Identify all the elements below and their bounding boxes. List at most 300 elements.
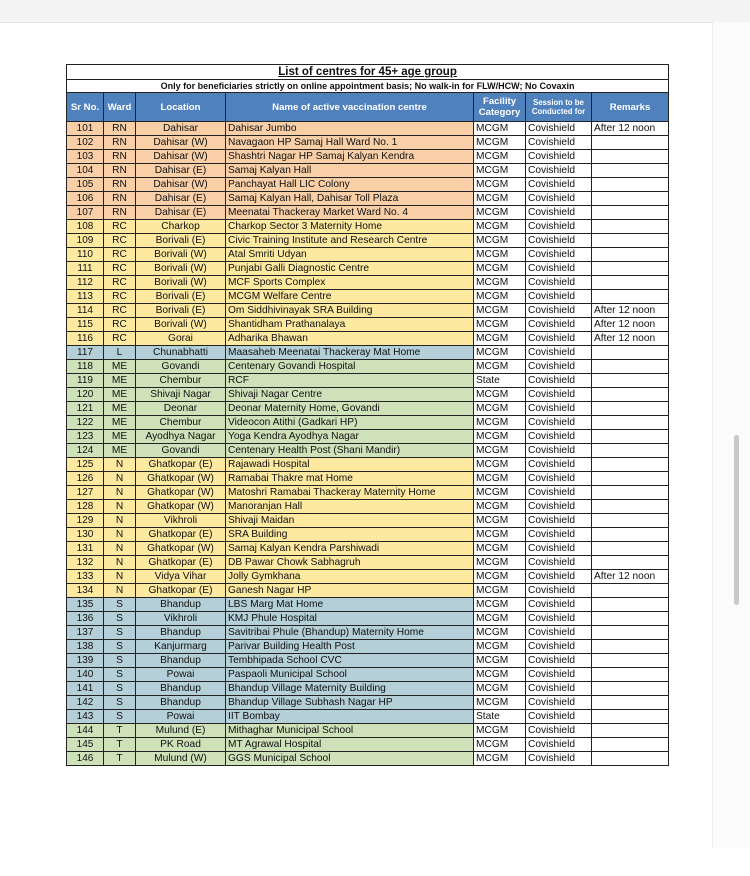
facility-cell: MCGM	[474, 220, 526, 234]
remarks-cell	[592, 178, 669, 192]
session-cell: Covishield	[526, 444, 592, 458]
table-row	[67, 234, 669, 248]
sr-no-cell: 102	[67, 136, 104, 150]
ward-cell: N	[104, 528, 136, 542]
ward-cell: RN	[104, 150, 136, 164]
location-cell: Govandi	[136, 360, 226, 374]
centre-name-cell: Centenary Health Post (Shani Mandir)	[226, 444, 474, 458]
ward-cell: RC	[104, 220, 136, 234]
table-row	[67, 710, 669, 724]
centre-name-cell: Rajawadi Hospital	[226, 458, 474, 472]
ward-cell: RN	[104, 206, 136, 220]
table-row	[67, 738, 669, 752]
session-cell: Covishield	[526, 486, 592, 500]
centre-name-cell: Samaj Kalyan Hall, Dahisar Toll Plaza	[226, 192, 474, 206]
remarks-cell	[592, 682, 669, 696]
remarks-cell	[592, 528, 669, 542]
facility-cell: MCGM	[474, 164, 526, 178]
ward-cell: S	[104, 682, 136, 696]
location-cell: Dahisar (E)	[136, 192, 226, 206]
remarks-cell	[592, 164, 669, 178]
remarks-cell	[592, 234, 669, 248]
ward-cell: T	[104, 738, 136, 752]
session-cell: Covishield	[526, 332, 592, 346]
sr-no-cell: 105	[67, 178, 104, 192]
remarks-cell	[592, 206, 669, 220]
ward-cell: ME	[104, 388, 136, 402]
remarks-cell	[592, 220, 669, 234]
remarks-cell	[592, 500, 669, 514]
remarks-cell	[592, 458, 669, 472]
sr-no-cell: 111	[67, 262, 104, 276]
header-centre-name: Name of active vaccination centre	[226, 93, 474, 122]
facility-cell: MCGM	[474, 640, 526, 654]
sr-no-cell: 126	[67, 472, 104, 486]
sr-no-cell: 120	[67, 388, 104, 402]
remarks-cell	[592, 360, 669, 374]
location-cell: Borivali (W)	[136, 276, 226, 290]
ward-cell: N	[104, 472, 136, 486]
table-row	[67, 668, 669, 682]
location-cell: Gorai	[136, 332, 226, 346]
location-cell: Vidya Vihar	[136, 570, 226, 584]
sr-no-cell: 124	[67, 444, 104, 458]
remarks-cell	[592, 192, 669, 206]
centres-table	[66, 64, 669, 766]
sr-no-cell: 141	[67, 682, 104, 696]
centre-name-cell: Charkop Sector 3 Maternity Home	[226, 220, 474, 234]
ward-cell: N	[104, 584, 136, 598]
ward-cell: ME	[104, 416, 136, 430]
remarks-cell	[592, 374, 669, 388]
table-row	[67, 528, 669, 542]
ward-cell: N	[104, 570, 136, 584]
centre-name-cell: DB Pawar Chowk Sabhagruh	[226, 556, 474, 570]
ward-cell: S	[104, 626, 136, 640]
ward-cell: S	[104, 696, 136, 710]
facility-cell: State	[474, 374, 526, 388]
table-row	[67, 514, 669, 528]
session-cell: Covishield	[526, 710, 592, 724]
table-row	[67, 164, 669, 178]
centre-name-cell: Shivaji Maidan	[226, 514, 474, 528]
location-cell: Dahisar (W)	[136, 150, 226, 164]
table-row	[67, 542, 669, 556]
sr-no-cell: 130	[67, 528, 104, 542]
location-cell: Bhandup	[136, 598, 226, 612]
table-row	[67, 612, 669, 626]
ward-cell: RC	[104, 318, 136, 332]
centre-name-cell: Manoranjan Hall	[226, 500, 474, 514]
session-cell: Covishield	[526, 276, 592, 290]
centre-name-cell: Jolly Gymkhana	[226, 570, 474, 584]
sr-no-cell: 107	[67, 206, 104, 220]
header-remarks: Remarks	[592, 93, 669, 122]
ward-cell: RC	[104, 290, 136, 304]
table-row	[67, 696, 669, 710]
location-cell: Deonar	[136, 402, 226, 416]
session-cell: Covishield	[526, 374, 592, 388]
table-row	[67, 724, 669, 738]
table-row	[67, 136, 669, 150]
table-title: List of centres for 45+ age group	[67, 65, 669, 80]
facility-cell: MCGM	[474, 696, 526, 710]
table-subtitle: Only for beneficiaries strictly on online appointment basis; No walk-in for FLW/HCW; No Covaxin	[67, 80, 669, 93]
facility-cell: MCGM	[474, 402, 526, 416]
remarks-cell	[592, 668, 669, 682]
sr-no-cell: 142	[67, 696, 104, 710]
centre-name-cell: Shivaji Nagar Centre	[226, 388, 474, 402]
ward-cell: T	[104, 752, 136, 766]
remarks-cell	[592, 612, 669, 626]
location-cell: Bhandup	[136, 682, 226, 696]
location-cell: Ghatkopar (W)	[136, 486, 226, 500]
session-cell: Covishield	[526, 612, 592, 626]
session-cell: Covishield	[526, 136, 592, 150]
facility-cell: MCGM	[474, 332, 526, 346]
header-session: Session to be Conducted for	[526, 93, 592, 122]
session-cell: Covishield	[526, 150, 592, 164]
header-facility-category: Facility Category	[474, 93, 526, 122]
remarks-cell	[592, 150, 669, 164]
facility-cell: MCGM	[474, 136, 526, 150]
session-cell: Covishield	[526, 514, 592, 528]
session-cell: Covishield	[526, 346, 592, 360]
header-sr-no: Sr No.	[67, 93, 104, 122]
facility-cell: MCGM	[474, 528, 526, 542]
centre-name-cell: Dahisar Jumbo	[226, 122, 474, 136]
sr-no-cell: 115	[67, 318, 104, 332]
ward-cell: N	[104, 556, 136, 570]
centre-name-cell: Parivar Building Health Post	[226, 640, 474, 654]
facility-cell: MCGM	[474, 668, 526, 682]
remarks-cell: After 12 noon	[592, 332, 669, 346]
remarks-cell	[592, 276, 669, 290]
ward-cell: RN	[104, 164, 136, 178]
sr-no-cell: 136	[67, 612, 104, 626]
centre-name-cell: Savitribai Phule (Bhandup) Maternity Home	[226, 626, 474, 640]
facility-cell: MCGM	[474, 262, 526, 276]
location-cell: Ghatkopar (E)	[136, 556, 226, 570]
facility-cell: MCGM	[474, 514, 526, 528]
remarks-cell	[592, 402, 669, 416]
ward-cell: RC	[104, 234, 136, 248]
session-cell: Covishield	[526, 164, 592, 178]
location-cell: Ghatkopar (W)	[136, 542, 226, 556]
ward-cell: RC	[104, 276, 136, 290]
centre-name-cell: Shashtri Nagar HP Samaj Kalyan Kendra	[226, 150, 474, 164]
ward-cell: RC	[104, 304, 136, 318]
session-cell: Covishield	[526, 248, 592, 262]
facility-cell: MCGM	[474, 626, 526, 640]
centre-name-cell: MT Agrawal Hospital	[226, 738, 474, 752]
sr-no-cell: 125	[67, 458, 104, 472]
sr-no-cell: 101	[67, 122, 104, 136]
header-location: Location	[136, 93, 226, 122]
session-cell: Covishield	[526, 528, 592, 542]
location-cell: Borivali (W)	[136, 318, 226, 332]
centre-name-cell: SRA Building	[226, 528, 474, 542]
location-cell: Ayodhya Nagar	[136, 430, 226, 444]
facility-cell: MCGM	[474, 598, 526, 612]
session-cell: Covishield	[526, 122, 592, 136]
table-row	[67, 262, 669, 276]
table-row	[67, 444, 669, 458]
ward-cell: RC	[104, 262, 136, 276]
table-row	[67, 472, 669, 486]
location-cell: Govandi	[136, 444, 226, 458]
centre-name-cell: Tembhipada School CVC	[226, 654, 474, 668]
ward-cell: S	[104, 654, 136, 668]
remarks-cell	[592, 584, 669, 598]
remarks-cell	[592, 430, 669, 444]
facility-cell: MCGM	[474, 290, 526, 304]
table-body	[67, 122, 669, 766]
session-cell: Covishield	[526, 388, 592, 402]
remarks-cell	[592, 542, 669, 556]
header-ward: Ward	[104, 93, 136, 122]
location-cell: Shivaji Nagar	[136, 388, 226, 402]
sr-no-cell: 103	[67, 150, 104, 164]
centre-name-cell: Punjabi Galli Diagnostic Centre	[226, 262, 474, 276]
centre-name-cell: Mithaghar Municipal School	[226, 724, 474, 738]
facility-cell: MCGM	[474, 752, 526, 766]
facility-cell: MCGM	[474, 584, 526, 598]
session-cell: Covishield	[526, 752, 592, 766]
session-cell: Covishield	[526, 668, 592, 682]
remarks-cell	[592, 444, 669, 458]
location-cell: Bhandup	[136, 626, 226, 640]
session-cell: Covishield	[526, 290, 592, 304]
centre-name-cell: Shantidham Prathanalaya	[226, 318, 474, 332]
location-cell: Charkop	[136, 220, 226, 234]
table-row	[67, 220, 669, 234]
scrollbar-thumb[interactable]	[734, 435, 739, 605]
facility-cell: MCGM	[474, 178, 526, 192]
facility-cell: MCGM	[474, 206, 526, 220]
ward-cell: RN	[104, 178, 136, 192]
location-cell: Ghatkopar (E)	[136, 584, 226, 598]
centre-name-cell: LBS Marg Mat Home	[226, 598, 474, 612]
facility-cell: MCGM	[474, 122, 526, 136]
sr-no-cell: 113	[67, 290, 104, 304]
remarks-cell	[592, 388, 669, 402]
sr-no-cell: 134	[67, 584, 104, 598]
table-row	[67, 570, 669, 584]
location-cell: Ghatkopar (E)	[136, 458, 226, 472]
ward-cell: S	[104, 668, 136, 682]
sr-no-cell: 132	[67, 556, 104, 570]
session-cell: Covishield	[526, 262, 592, 276]
centre-name-cell: Meenatai Thackeray Market Ward No. 4	[226, 206, 474, 220]
location-cell: Ghatkopar (W)	[136, 472, 226, 486]
session-cell: Covishield	[526, 178, 592, 192]
facility-cell: MCGM	[474, 444, 526, 458]
session-cell: Covishield	[526, 206, 592, 220]
location-cell: Borivali (E)	[136, 304, 226, 318]
ward-cell: N	[104, 458, 136, 472]
centre-name-cell: MCF Sports Complex	[226, 276, 474, 290]
table-row	[67, 276, 669, 290]
table-row	[67, 374, 669, 388]
remarks-cell	[592, 248, 669, 262]
session-cell: Covishield	[526, 402, 592, 416]
session-cell: Covishield	[526, 640, 592, 654]
session-cell: Covishield	[526, 626, 592, 640]
sr-no-cell: 121	[67, 402, 104, 416]
session-cell: Covishield	[526, 570, 592, 584]
table-row	[67, 584, 669, 598]
viewer-scroll-track[interactable]	[712, 22, 750, 848]
ward-cell: S	[104, 598, 136, 612]
location-cell: Dahisar (W)	[136, 178, 226, 192]
centre-name-cell: RCF	[226, 374, 474, 388]
table-row	[67, 388, 669, 402]
sr-no-cell: 133	[67, 570, 104, 584]
table-row	[67, 122, 669, 136]
table-row	[67, 360, 669, 374]
centre-name-cell: Paspaoli Municipal School	[226, 668, 474, 682]
table-row	[67, 178, 669, 192]
location-cell: Borivali (W)	[136, 248, 226, 262]
facility-cell: MCGM	[474, 612, 526, 626]
table-row	[67, 626, 669, 640]
sr-no-cell: 104	[67, 164, 104, 178]
facility-cell: MCGM	[474, 234, 526, 248]
title-row	[67, 65, 669, 80]
facility-cell: MCGM	[474, 486, 526, 500]
centre-name-cell: Bhandup Village Subhash Nagar HP	[226, 696, 474, 710]
session-cell: Covishield	[526, 458, 592, 472]
centre-name-cell: Samaj Kalyan Kendra Parshiwadi	[226, 542, 474, 556]
facility-cell: State	[474, 710, 526, 724]
table-row	[67, 556, 669, 570]
centre-name-cell: Panchayat Hall LIC Colony	[226, 178, 474, 192]
facility-cell: MCGM	[474, 248, 526, 262]
remarks-cell: After 12 noon	[592, 304, 669, 318]
sr-no-cell: 146	[67, 752, 104, 766]
ward-cell: S	[104, 612, 136, 626]
remarks-cell: After 12 noon	[592, 122, 669, 136]
facility-cell: MCGM	[474, 556, 526, 570]
sr-no-cell: 114	[67, 304, 104, 318]
table-row	[67, 416, 669, 430]
remarks-cell	[592, 724, 669, 738]
location-cell: Chembur	[136, 374, 226, 388]
sr-no-cell: 118	[67, 360, 104, 374]
remarks-cell	[592, 472, 669, 486]
table-row	[67, 150, 669, 164]
facility-cell: MCGM	[474, 472, 526, 486]
remarks-cell	[592, 416, 669, 430]
sr-no-cell: 106	[67, 192, 104, 206]
location-cell: Chembur	[136, 416, 226, 430]
remarks-cell	[592, 346, 669, 360]
ward-cell: ME	[104, 402, 136, 416]
centre-name-cell: Ganesh Nagar HP	[226, 584, 474, 598]
facility-cell: MCGM	[474, 276, 526, 290]
remarks-cell	[592, 640, 669, 654]
session-cell: Covishield	[526, 598, 592, 612]
remarks-cell	[592, 738, 669, 752]
table-row	[67, 402, 669, 416]
table-row	[67, 682, 669, 696]
session-cell: Covishield	[526, 654, 592, 668]
ward-cell: ME	[104, 374, 136, 388]
location-cell: Chunabhatti	[136, 346, 226, 360]
facility-cell: MCGM	[474, 192, 526, 206]
ward-cell: RN	[104, 136, 136, 150]
location-cell: Mulund (E)	[136, 724, 226, 738]
location-cell: Dahisar (E)	[136, 206, 226, 220]
facility-cell: MCGM	[474, 360, 526, 374]
ward-cell: T	[104, 724, 136, 738]
session-cell: Covishield	[526, 738, 592, 752]
location-cell: Ghatkopar (W)	[136, 500, 226, 514]
table-row	[67, 248, 669, 262]
centre-name-cell: Matoshri Ramabai Thackeray Maternity Home	[226, 486, 474, 500]
location-cell: Dahisar	[136, 122, 226, 136]
table-row	[67, 304, 669, 318]
facility-cell: MCGM	[474, 724, 526, 738]
remarks-cell	[592, 654, 669, 668]
ward-cell: RN	[104, 192, 136, 206]
centre-name-cell: Deonar Maternity Home, Govandi	[226, 402, 474, 416]
remarks-cell	[592, 262, 669, 276]
table-row	[67, 640, 669, 654]
remarks-cell	[592, 752, 669, 766]
session-cell: Covishield	[526, 696, 592, 710]
header-row	[67, 93, 669, 122]
location-cell: Ghatkopar (E)	[136, 528, 226, 542]
ward-cell: S	[104, 640, 136, 654]
session-cell: Covishield	[526, 360, 592, 374]
sr-no-cell: 140	[67, 668, 104, 682]
centre-name-cell: Videocon Atithi (Gadkari HP)	[226, 416, 474, 430]
sr-no-cell: 131	[67, 542, 104, 556]
remarks-cell	[592, 514, 669, 528]
ward-cell: ME	[104, 444, 136, 458]
facility-cell: MCGM	[474, 500, 526, 514]
ward-cell: RC	[104, 248, 136, 262]
location-cell: Bhandup	[136, 654, 226, 668]
sr-no-cell: 143	[67, 710, 104, 724]
location-cell: Borivali (W)	[136, 262, 226, 276]
session-cell: Covishield	[526, 500, 592, 514]
remarks-cell: After 12 noon	[592, 570, 669, 584]
sr-no-cell: 137	[67, 626, 104, 640]
centre-name-cell: Civic Training Institute and Research Centre	[226, 234, 474, 248]
centre-name-cell: Navagaon HP Samaj Hall Ward No. 1	[226, 136, 474, 150]
remarks-cell	[592, 598, 669, 612]
ward-cell: S	[104, 710, 136, 724]
remarks-cell	[592, 710, 669, 724]
sr-no-cell: 110	[67, 248, 104, 262]
remarks-cell	[592, 626, 669, 640]
session-cell: Covishield	[526, 416, 592, 430]
sr-no-cell: 123	[67, 430, 104, 444]
viewer-bottom-margin	[0, 848, 750, 876]
location-cell: Powai	[136, 668, 226, 682]
ward-cell: RN	[104, 122, 136, 136]
sr-no-cell: 108	[67, 220, 104, 234]
viewer-top-bar	[0, 0, 750, 23]
location-cell: Dahisar (E)	[136, 164, 226, 178]
location-cell: Bhandup	[136, 696, 226, 710]
ward-cell: N	[104, 514, 136, 528]
location-cell: Dahisar (W)	[136, 136, 226, 150]
facility-cell: MCGM	[474, 416, 526, 430]
